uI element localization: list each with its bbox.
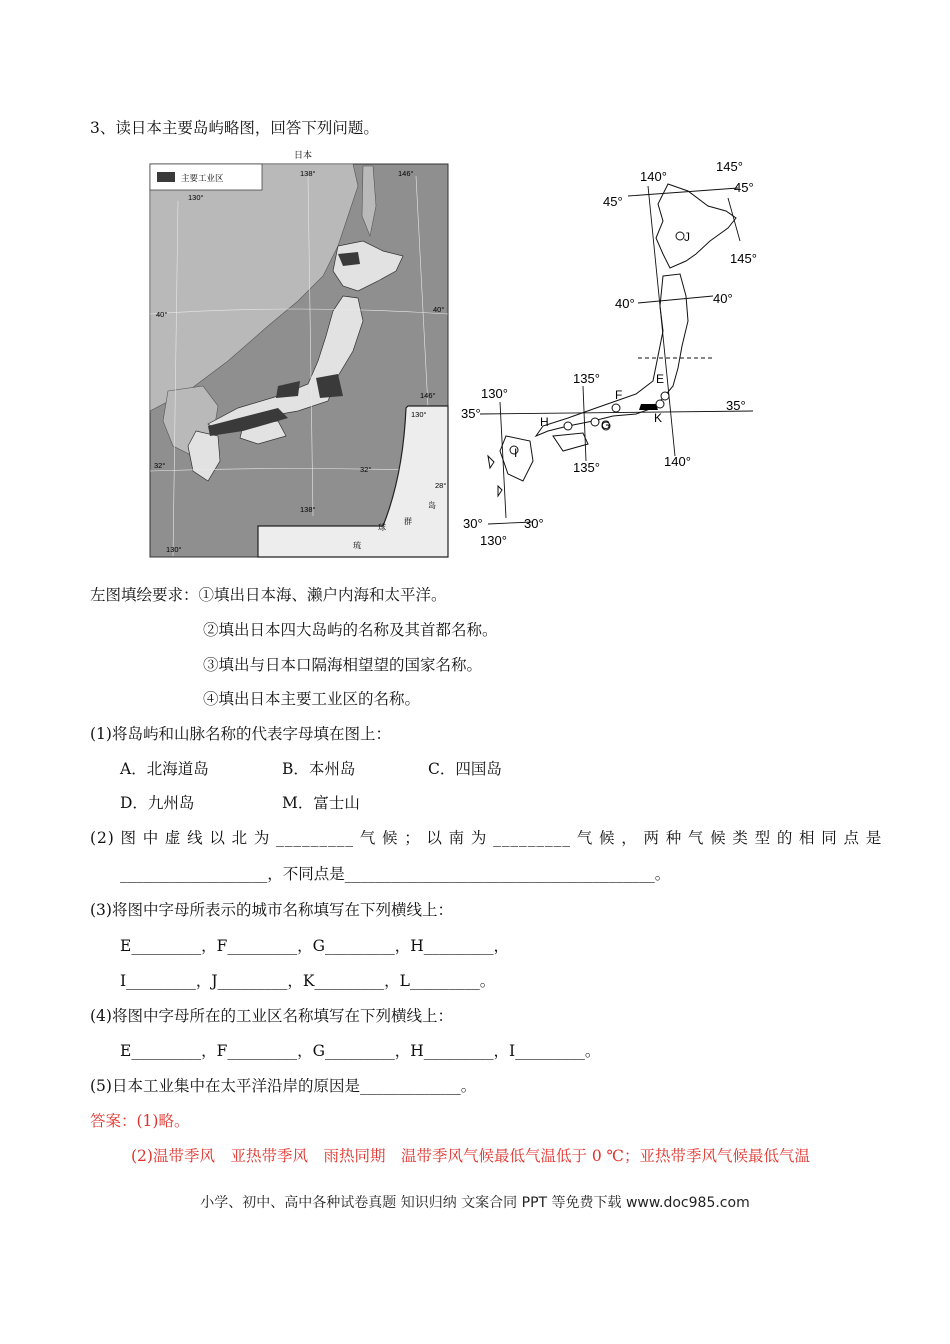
svg-text:138°: 138° [300, 169, 316, 178]
q1-option: C．四国岛 [428, 760, 502, 778]
svg-text:球: 球 [378, 523, 386, 532]
svg-text:E: E [656, 372, 665, 386]
q1-text: (1)将岛屿和山脉名称的代表字母填在图上： [90, 725, 391, 743]
svg-text:G: G [601, 418, 611, 432]
svg-text:28°: 28° [435, 481, 447, 490]
left-map-title: 日本 [293, 150, 313, 160]
q3-line2: I_________，J_________，K_________，L_________。 [120, 972, 496, 990]
q5-text: (5)日本工业集中在太平洋沿岸的原因是_____________。 [90, 1077, 477, 1095]
q4-line1: E_________，F_________，G_________，H_________，I_________。 [120, 1042, 601, 1060]
svg-text:I: I [514, 446, 518, 460]
svg-text:32°: 32° [360, 465, 372, 474]
svg-text:145°: 145° [730, 251, 757, 266]
q1-option: A．北海道岛 [120, 760, 209, 778]
svg-text:130°: 130° [480, 533, 507, 548]
svg-text:32°: 32° [154, 461, 166, 470]
svg-text:30°: 30° [524, 516, 544, 531]
instruction-item: ②填出日本四大岛屿的名称及其首都名称。 [203, 621, 498, 639]
instruction-item: ③填出与日本口隔海相望望的国家名称。 [203, 656, 483, 674]
maps-figure [148, 146, 768, 562]
svg-text:35°: 35° [461, 406, 481, 421]
svg-text:40°: 40° [713, 291, 733, 306]
svg-text:145°: 145° [716, 159, 743, 174]
svg-text:琉: 琉 [353, 541, 361, 550]
svg-text:H: H [540, 415, 549, 429]
svg-text:F: F [615, 388, 623, 402]
q1-option: D．九州岛 [120, 794, 195, 812]
instructions-lead: 左图填绘要求：①填出日本海、濑户内海和太平洋。 [90, 586, 447, 604]
answer-line2: (2)温带季风 亚热带季风 雨热同期 温带季风气候最低气温低于 0 ℃；亚热带季风气候最低气温 [131, 1147, 811, 1165]
svg-text:140°: 140° [664, 454, 691, 469]
q4-text: (4)将图中字母所在的工业区名称填写在下列横线上： [90, 1007, 453, 1025]
question-title: 3、读日本主要岛屿略图，回答下列问题。 [90, 119, 379, 137]
svg-text:130°: 130° [411, 410, 427, 419]
svg-text:30°: 30° [463, 516, 483, 531]
svg-text:40°: 40° [156, 310, 168, 319]
svg-text:140°: 140° [640, 169, 667, 184]
svg-text:135°: 135° [573, 460, 600, 475]
svg-text:138°: 138° [300, 505, 316, 514]
svg-text:K: K [654, 411, 663, 425]
q2-line2: ___________________，不同点是________________________________________。 [120, 865, 671, 883]
q3-text: (3)将图中字母所表示的城市名称填写在下列横线上： [90, 901, 453, 919]
svg-text:135°: 135° [573, 371, 600, 386]
svg-text:35°: 35° [726, 398, 746, 413]
svg-text:群: 群 [404, 517, 412, 526]
right-map [461, 159, 757, 548]
q2-line1: (2) 图 中 虚 线 以 北 为 _________ 气 候 ； 以 南 为 _________ 气 候 ， 两 种 气 候 类 型 的 相 同 点 是 [90, 829, 883, 847]
svg-text:130°: 130° [481, 386, 508, 401]
svg-text:40°: 40° [615, 296, 635, 311]
answer-label: 答案：(1)略。 [90, 1112, 190, 1130]
svg-text:J: J [684, 230, 690, 244]
legend-label: 主要工业区 [181, 173, 224, 183]
svg-text:146°: 146° [398, 169, 414, 178]
q1-option: B．本州岛 [282, 760, 356, 778]
svg-text:130°: 130° [166, 545, 182, 554]
svg-text:45°: 45° [734, 180, 754, 195]
q1-option: M．富士山 [282, 794, 360, 812]
footer-text: 小学、初中、高中各种试卷真题 知识归纳 文案合同 PPT 等免费下载 www.doc985.com [200, 1195, 750, 1211]
svg-text:45°: 45° [603, 194, 623, 209]
left-map [150, 149, 448, 557]
svg-text:岛: 岛 [428, 501, 436, 510]
q3-line1: E_________，F_________，G_________，H_________， [120, 937, 509, 955]
svg-text:146°: 146° [420, 391, 436, 400]
instruction-item: ④填出日本主要工业区的名称。 [203, 690, 421, 708]
svg-text:130°: 130° [188, 193, 204, 202]
svg-text:40°: 40° [433, 305, 445, 314]
